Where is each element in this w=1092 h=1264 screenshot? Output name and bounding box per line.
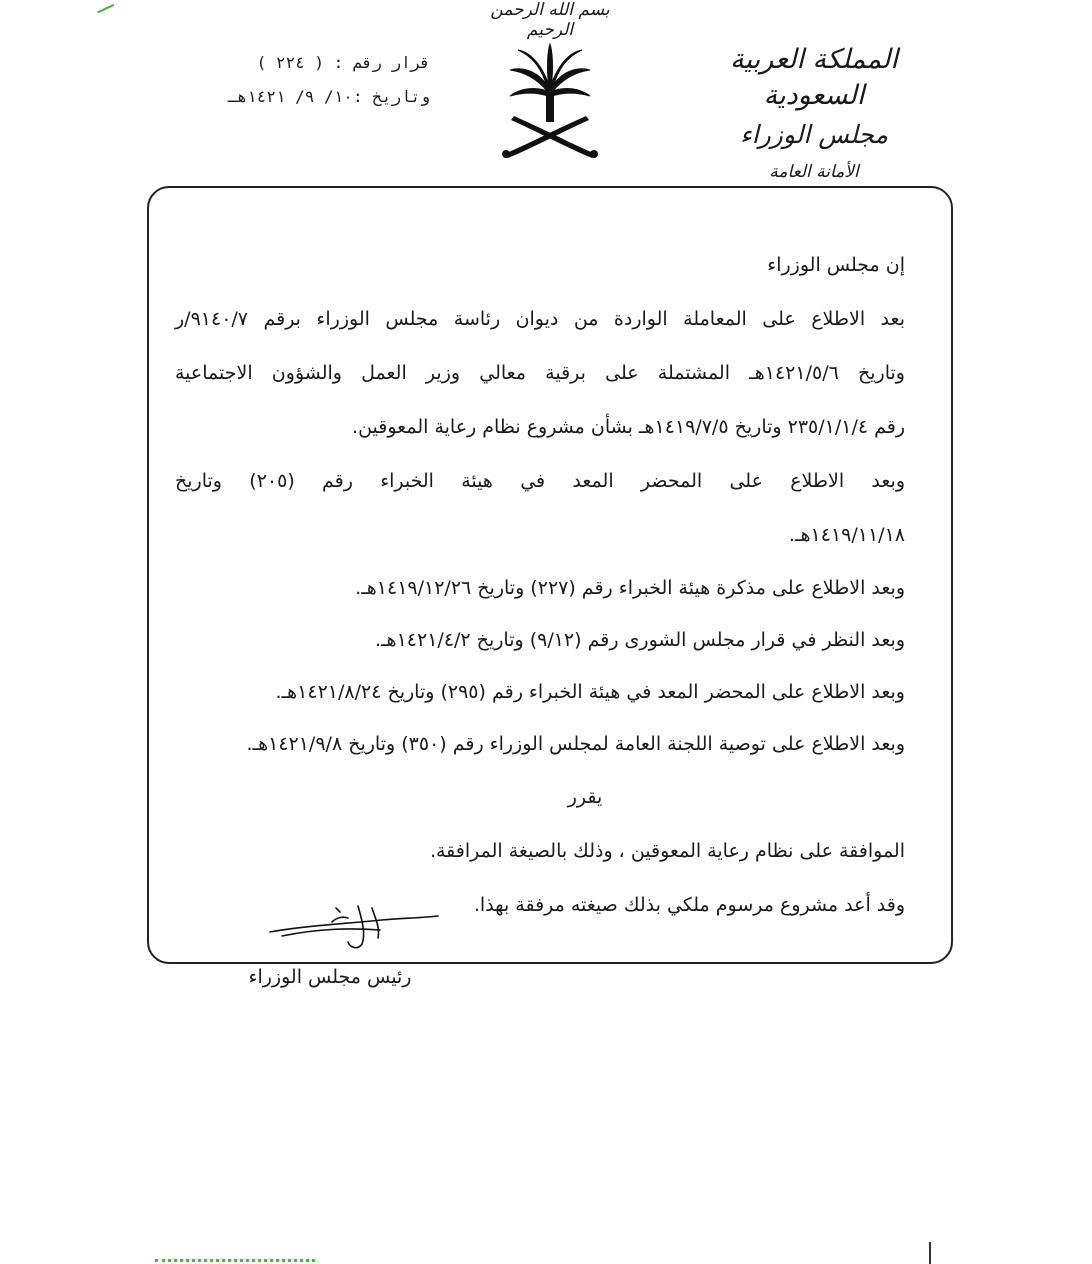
letterhead-secretariat: الأمانة العامة — [769, 162, 859, 182]
footer-mark — [929, 1242, 937, 1264]
decision-body — [175, 238, 905, 932]
approval-line: الموافقة على نظام رعاية المعوقين ، وذلك بالصيغة المرافقة. — [429, 840, 905, 862]
body-line-7: وبعد النظر في قرار مجلس الشورى رقم (٩/١٢) وتاريخ ١٤٢١/٤/٢هـ. — [374, 629, 905, 651]
opening-line: إن مجلس الوزراء — [767, 254, 905, 276]
decision-date: وتاريخ :١٠/ ٩/ ١٤٢١هـ — [227, 87, 430, 106]
palm-swords-emblem-icon — [490, 42, 610, 160]
corner-mark — [94, 0, 115, 13]
letterhead-council: مجلس الوزراء — [740, 120, 888, 149]
body-line-5: ١٤١٩/١١/١٨هـ. — [788, 524, 905, 546]
body-line-6: وبعد الاطلاع على مذكرة هيئة الخبراء رقم (٢٢٧) وتاريخ ١٤١٩/١٢/٢٦هـ. — [355, 577, 905, 599]
body-line-4: وبعد الاطلاع على المحضر المعد في هيئة الخبراء رقم (٢٠٥) وتاريخ — [175, 470, 905, 492]
handwritten-signature-icon — [262, 898, 442, 958]
decides-heading: يقرر — [567, 786, 603, 808]
body-line-9: وبعد الاطلاع على توصية اللجنة العامة لمجلس الوزراء رقم (٣٥٠) وتاريخ ١٤٢١/٩/٨هـ. — [246, 733, 905, 755]
body-line-3: رقم ٢٣٥/١/١/٤ وتاريخ ١٤١٩/٧/٥هـ بشأن مشروع نظام رعاية المعوقين. — [352, 416, 905, 438]
letterhead — [684, 42, 944, 186]
basmala: بسم الله الرحمن الرحيم — [490, 0, 610, 40]
letterhead-kingdom: المملكة العربية السعودية — [730, 44, 898, 111]
decision-meta — [200, 46, 430, 114]
body-line-8: وبعد الاطلاع على المحضر المعد في هيئة الخبراء رقم (٢٩٥) وتاريخ ١٤٢١/٨/٢٤هـ. — [275, 681, 905, 703]
body-line-2: وتاريخ ١٤٢١/٥/٦هـ المشتملة على برقية معالي وزير العمل والشؤون الاجتماعية — [175, 362, 905, 384]
decision-number: قرار رقم : ( ٢٢٤ ) — [256, 53, 430, 72]
signatory-title: رئيس مجلس الوزراء — [248, 966, 412, 988]
body-line-1: بعد الاطلاع على المعاملة الواردة من ديوان رئاسة مجلس الوزراء برقم ٩١٤٠/٧/ر — [175, 308, 905, 330]
decree-note-line: وقد أعد مشروع مرسوم ملكي بذلك صيغته مرفقة بهذا. — [473, 894, 905, 916]
footer-dots — [155, 1256, 315, 1262]
